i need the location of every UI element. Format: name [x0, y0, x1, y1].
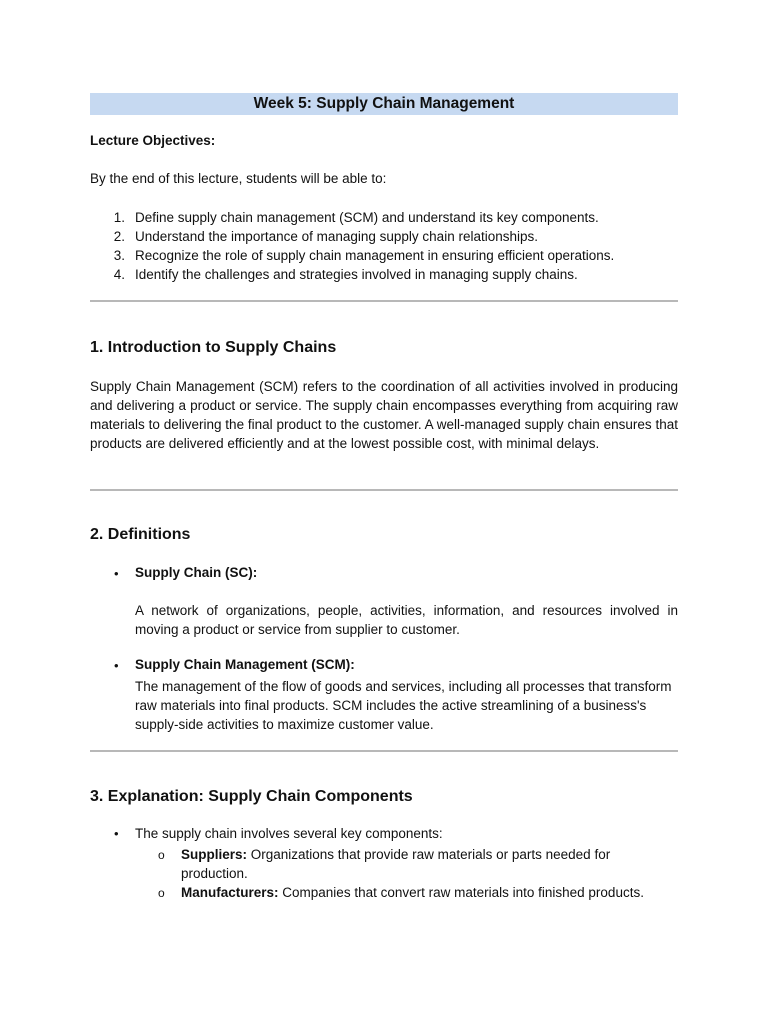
component-text: Organizations that provide raw materials or parts needed for production. — [181, 847, 611, 881]
component-item — [181, 883, 644, 902]
component-term: Suppliers: — [181, 847, 248, 862]
scm-definition: The management of the flow of goods and services, including all processes that transform raw materials into final products. SCM includes the active streamlining of a business's supply-side activities to maximize customer value. — [135, 679, 672, 732]
objective-text: Identify the challenges and strategies involved in managing supply chains. — [135, 267, 578, 282]
objectives-intro: By the end of this lecture, students will be able to: — [90, 171, 387, 186]
section-divider — [90, 300, 678, 302]
objective-number: 1. — [113, 210, 125, 225]
components-intro: The supply chain involves several key components: — [135, 826, 443, 841]
scm-term: Supply Chain Management (SCM): — [135, 657, 355, 672]
section-divider — [90, 489, 678, 491]
section2-heading: 2. Definitions — [90, 526, 191, 543]
sub-bullet-icon: o — [158, 848, 165, 862]
sub-bullet-icon: o — [158, 886, 165, 900]
objective-text: Recognize the role of supply chain management in ensuring efficient operations. — [135, 248, 615, 263]
component-item — [181, 845, 641, 883]
bullet-icon: • — [114, 826, 119, 841]
objective-text: Define supply chain management (SCM) and understand its key components. — [135, 210, 599, 225]
section-divider — [90, 750, 678, 752]
objective-text: Understand the importance of managing supply chain relationships. — [135, 229, 538, 244]
bullet-icon: • — [114, 566, 119, 581]
bullet-icon: • — [114, 658, 119, 673]
objective-number: 4. — [113, 267, 125, 282]
component-term: Manufacturers: — [181, 885, 279, 900]
objective-number: 3. — [113, 248, 125, 263]
sc-term: Supply Chain (SC): — [135, 565, 258, 580]
section3-heading: 3. Explanation: Supply Chain Components — [90, 788, 413, 805]
section1-heading: 1. Introduction to Supply Chains — [90, 339, 337, 356]
sc-definition: A network of organizations, people, activities, information, and resources involved in moving a product or service from supplier to customer. — [135, 603, 678, 637]
objectives-heading: Lecture Objectives: — [90, 133, 216, 148]
section1-body: Supply Chain Management (SCM) refers to the coordination of all activities involved in producing and delivering a product or service. The supply chain encompasses everything from acquiring raw materials to delivering the final product to the customer. A well-managed supply chain ensures that products are delivered efficiently and at the lowest possible cost, with minimal delays. — [90, 379, 678, 451]
objective-number: 2. — [113, 229, 125, 244]
component-text: Companies that convert raw materials into finished products. — [278, 885, 644, 900]
document-title: Week 5: Supply Chain Management — [90, 93, 678, 115]
